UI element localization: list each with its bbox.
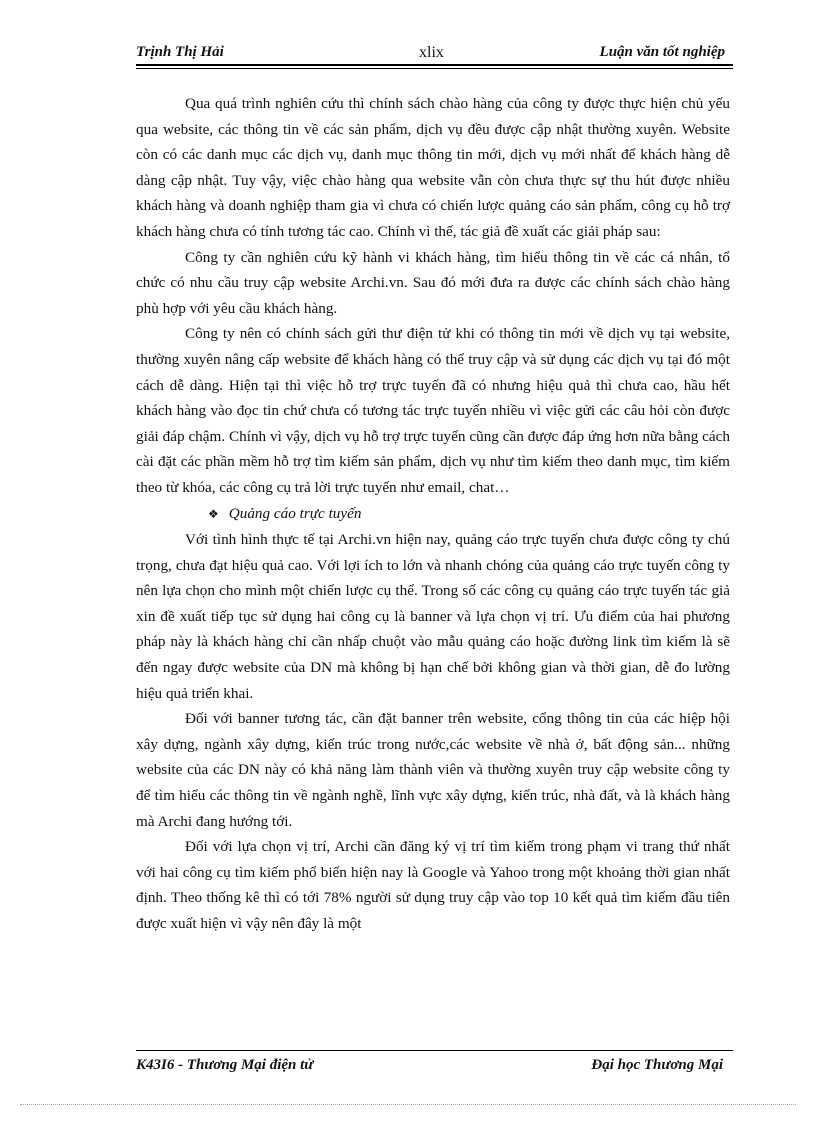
diamond-bullet-icon: ❖ <box>208 506 219 521</box>
paragraph-6: Đối với lựa chọn vị trí, Archi cần đăng ký vị trí tìm kiếm trong phạm vi trang thứ nhất với hai công cụ tìm kiếm phổ biến hiện nay là Google và Yahoo trong một khoảng thời gian nhất định. Theo thống kê thì có tới 78% người sử dụng truy cập vào top 10 kết quả tìm kiếm đầu tiên được xuất hiện vì vậy nên đây là một <box>136 838 730 932</box>
section-heading <box>136 501 730 528</box>
section-heading-text: Quảng cáo trực tuyến <box>228 504 362 522</box>
paragraph-5: Đối với banner tương tác, cần đặt banner trên website, cổng thông tin của các hiệp hội xây dựng, ngành xây dựng, kiến trúc trong nước,các website về nhà ở, bất động sản... những website của các DN này có khả năng làm thành viên và thường xuyên truy cập website công ty để tìm hiểu các thông tin về ngành nghề, lĩnh vực xây dựng, kiến trúc, nhà đất, và là khách hàng mà Archi đang hướng tới. <box>136 710 730 830</box>
page-footer <box>136 1057 733 1077</box>
footer-rule <box>136 1050 733 1051</box>
page-header <box>136 44 733 64</box>
header-rule <box>136 64 733 69</box>
footer-left: K43I6 - Thương Mại điện tử <box>136 1057 314 1073</box>
page-border-dotted <box>20 1104 796 1105</box>
header-page-number: xlix <box>419 44 444 61</box>
footer-right: Đại học Thương Mại <box>591 1057 723 1073</box>
paragraph-3: Công ty nên có chính sách gửi thư điện tử khi có thông tin mới về dịch vụ tại website, thường xuyên nâng cấp website để khách hàng có thể truy cập và sử dụng các dịch vụ tại đó một cách dễ dàng. Hiện tại thì việc hỗ trợ trực tuyến đã có nhưng hiệu quả thì chưa cao, hầu hết khách hàng vào đọc tin chứ chưa có tương tác trực tuyến nhiều vì việc gửi các câu hỏi còn được giải đáp chậm. Chính vì vậy, dịch vụ hỗ trợ trực tuyến cũng cần được đáp ứng hơn nữa bằng cách cài đặt các phần mềm hỗ trợ tìm kiếm sản phẩm, dịch vụ như tìm kiếm theo danh mục, tìm kiếm theo từ khóa, các công cụ trả lời trực tuyến như email, chat… <box>136 325 730 496</box>
paragraph-4: Với tình hình thực tế tại Archi.vn hiện nay, quảng cáo trực tuyến chưa được công ty chú trọng, chưa đạt hiệu quả cao. Với lợi ích to lớn và nhanh chóng của quảng cáo trực tuyến công ty nên lựa chọn cho mình một chiến lược cụ thể. Trong số các công cụ quảng cáo trực tuyến tác giả xin đề xuất tiếp tục sử dụng hai công cụ là banner và lựa chọn vị trí. Ưu điểm của hai phương pháp này là khách hàng chỉ cần nhấp chuột vào mẫu quảng cáo hoặc đường link tìm kiếm là sẽ đến ngay được website của DN mà không bị hạn chế bởi không gian và thời gian, dễ đo lường hiệu quả triển khai. <box>136 531 730 702</box>
paragraph-1: Qua quá trình nghiên cứu thì chính sách chào hàng của công ty được thực hiện chủ yếu qua website, các thông tin về các sản phẩm, dịch vụ đều được cập nhật thường xuyên. Website còn có các danh mục các dịch vụ, danh mục thông tin mới, dịch vụ mới nhất để khách hàng dễ dàng cập nhật. Tuy vậy, việc chào hàng qua website vẫn còn chưa thực sự thu hút được nhiều khách hàng và doanh nghiệp tham gia vì chưa có chiến lược quảng cáo sản phẩm, công cụ hỗ trợ khách hàng chưa có tính tương tác cao. Chính vì thế, tác giả đề xuất các giải pháp sau: <box>136 95 730 240</box>
header-author: Trịnh Thị Hải <box>136 44 224 60</box>
header-title: Luận văn tốt nghiệp <box>599 44 725 60</box>
document-body <box>136 91 730 937</box>
paragraph-2: Công ty cần nghiên cứu kỹ hành vi khách hàng, tìm hiểu thông tin về các cá nhân, tổ chức có nhu cầu truy cập website Archi.vn. Sau đó mới đưa ra được các chính sách chào hàng phù hợp với yêu cầu khách hàng. <box>136 248 730 317</box>
